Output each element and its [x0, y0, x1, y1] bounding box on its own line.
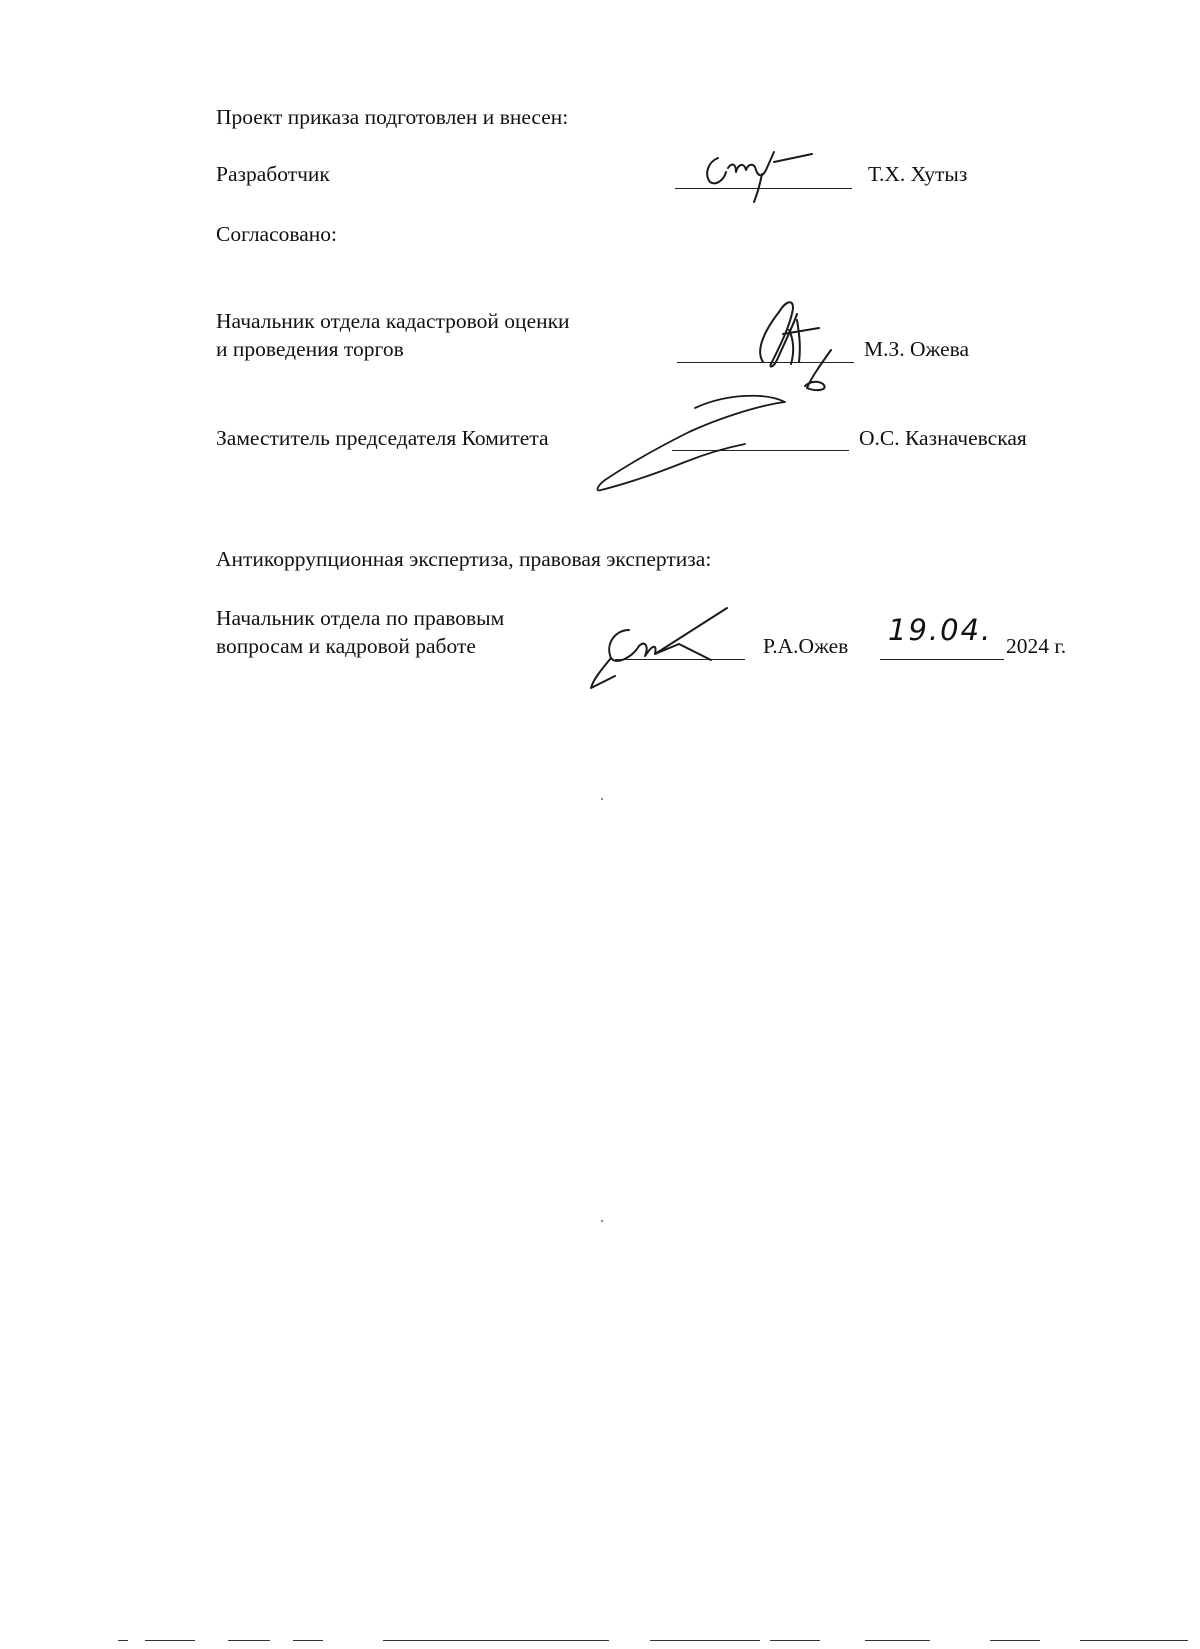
- scan-edge-mark: [650, 1640, 760, 1641]
- legal-name: Р.А.Ожев: [763, 634, 849, 658]
- legal-role-line1: Начальник отдела по правовым: [216, 606, 505, 630]
- deputy-role: Заместитель председателя Комитета: [216, 426, 549, 450]
- agreed-heading: Согласовано:: [216, 222, 338, 246]
- expertise-heading: Антикоррупционная экспертиза, правовая экспертиза:: [216, 547, 712, 571]
- scan-edge-mark: [118, 1640, 128, 1641]
- scan-edge-mark: [770, 1640, 820, 1641]
- legal-signature: [585, 600, 755, 695]
- legal-role-line2: вопросам и кадровой работе: [216, 634, 476, 658]
- scan-edge-mark: [145, 1640, 195, 1641]
- deputy-signature: [585, 380, 825, 500]
- scan-edge-mark: [865, 1640, 930, 1641]
- legal-year: 2024 г.: [1006, 634, 1067, 658]
- cadastral-role-line2: и проведения торгов: [216, 337, 404, 361]
- scan-edge-mark: [383, 1640, 609, 1641]
- scan-speck: [601, 798, 603, 800]
- scan-edge-mark: [293, 1640, 323, 1641]
- cadastral-role-line1: Начальник отдела кадастровой оценки: [216, 309, 570, 333]
- developer-role: Разработчик: [216, 162, 330, 186]
- scan-speck: [601, 1220, 603, 1222]
- scan-edge-mark: [1080, 1640, 1188, 1641]
- legal-handwritten-date: 19.04.: [888, 613, 993, 647]
- cadastral-name: М.З. Ожева: [864, 337, 970, 361]
- prepared-heading: Проект приказа подготовлен и внесен:: [216, 105, 569, 129]
- scan-edge-mark: [228, 1640, 270, 1641]
- developer-name: Т.Х. Хутыз: [868, 162, 968, 186]
- legal-date-line: [880, 659, 1004, 660]
- scan-edge-mark: [990, 1640, 1040, 1641]
- developer-signature: [700, 140, 860, 210]
- deputy-name: О.С. Казначевская: [859, 426, 1027, 450]
